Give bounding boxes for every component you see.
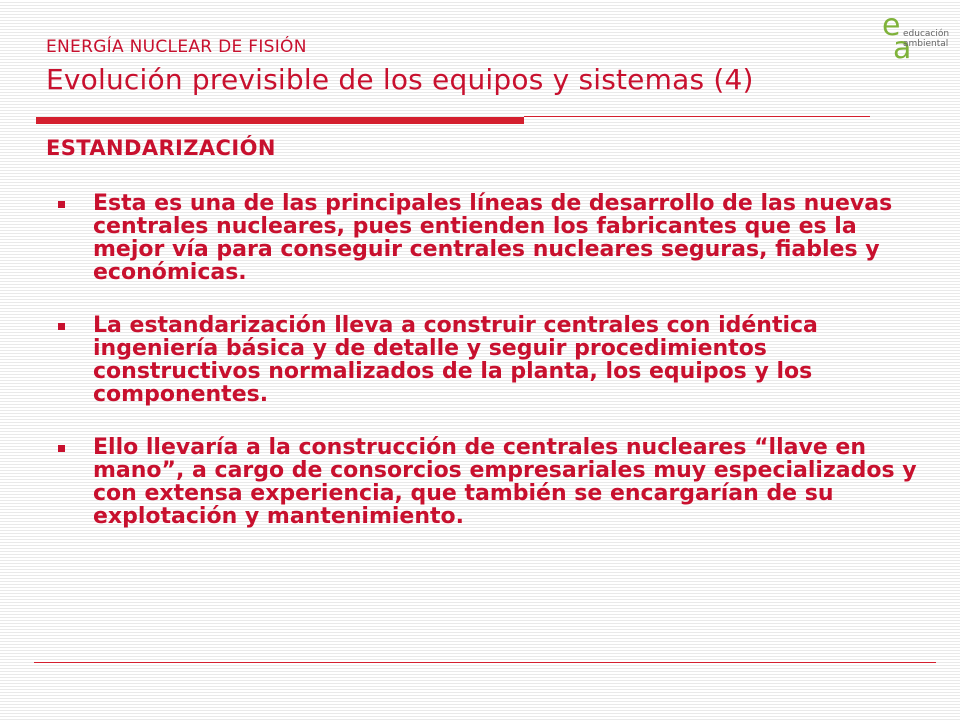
bullet-text: Esta es una de las principales líneas de desarrollo de las nuevas centrales nucleares, pues entienden los fabricantes que es la mejor vía para conseguir centrales nucleares seguras, fiables y económicas. <box>93 191 893 285</box>
bullet-item <box>46 192 926 284</box>
bullet-item <box>46 314 926 406</box>
bullet-item <box>46 436 926 528</box>
bullet-text: Ello llevaría a la construcción de centrales nucleares “llave en mano”, a cargo de consorcios empresariales muy especializados y con extensa experiencia, que también se encargarían de su explotación y mantenimiento. <box>93 435 917 529</box>
svg-text:e: e <box>882 10 901 43</box>
slide-subtitle: ENERGÍA NUCLEAR DE FISIÓN <box>46 37 307 57</box>
footer-rule <box>34 662 936 663</box>
svg-text:a: a <box>893 31 912 60</box>
logo-text-line1: educación <box>903 29 950 39</box>
title-underline-thin <box>524 116 870 117</box>
bullet-text: La estandarización lleva a construir centrales con idéntica ingeniería básica y de detalle y seguir procedimientos constructivos normalizados de la planta, los equipos y los componentes. <box>93 313 818 407</box>
section-heading: ESTANDARIZACIÓN <box>46 136 276 160</box>
square-bullet-icon <box>58 201 65 208</box>
square-bullet-icon <box>58 445 65 452</box>
square-bullet-icon <box>58 323 65 330</box>
bullet-list <box>46 192 926 558</box>
title-underline-thick <box>36 117 524 124</box>
slide-title: Evolución previsible de los equipos y sistemas (4) <box>46 63 754 96</box>
logo-text-line2: ambiental <box>903 39 949 49</box>
